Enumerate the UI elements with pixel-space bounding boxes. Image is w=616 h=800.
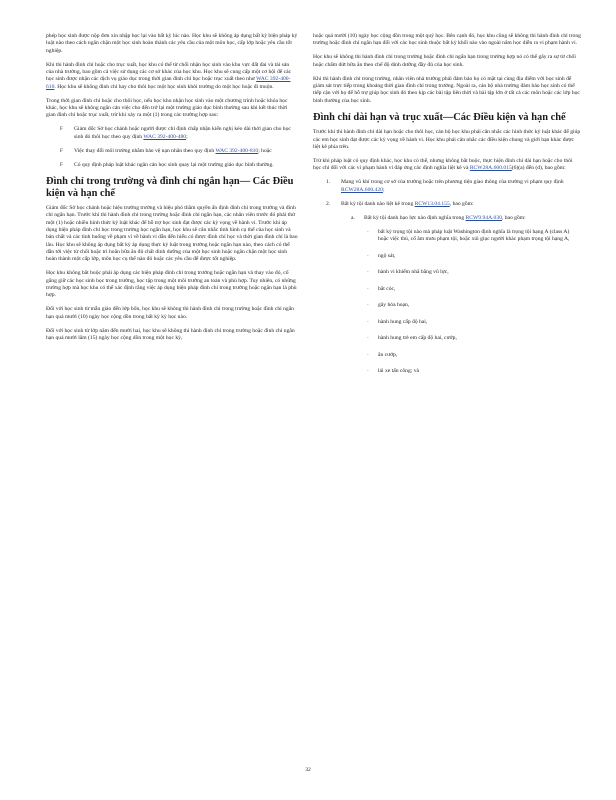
paragraph-text: Trừ khi pháp luật có quy định khác, học khu có thể, nhưng không bắt buộc, thực hiện đình chỉ dài hạn hoặc cho thôi học chỉ đối với các vi phạm hành vi đáp ứng các định nghĩa liệt kê và [313, 158, 573, 172]
sub-bullet-marker: · [367, 351, 369, 358]
item-text: Mang vũ khí trong cơ sở của trường hoặc trên phương tiện giao thông của trường vi phạm quy định [341, 179, 564, 186]
sub-item-text: ngộ sát, [378, 252, 396, 259]
paragraph: Trong thời gian đình chỉ hoặc cho thôi học, nếu học khu nhận học sinh vào một chương trình hoặc khóa học khác, học khu sẽ không ngăn cản việc cho đến trở lại một trường giáo dục bình thường sau khi kết thúc thời gian đình chỉ hoặc trục xuất, trừ khi xảy ra một (1) trong các trường hợp sau: [46, 97, 288, 119]
sub-list-item [313, 335, 581, 342]
sub-item-text: hành vi khiếm nhã bằng vũ lực, [378, 269, 449, 276]
right-column [313, 33, 581, 385]
paragraph: Giám đốc Sở học chánh hoặc hiệu trưởng trường và hiệu phó thầm quyền ấn định đình chỉ trong trường và đình chỉ ngắn hạn. Trước khi thi hành đình chỉ trong trường hoặc đình chỉ ngắn hạn, các nhân viên trước đó phải thử một (1) hoặc nhiều hình thức kỷ luật khác để hỗ trợ học sinh đạt được các kỳ vọng về hành vi. Trước khi áp dụng biện pháp đình chỉ học trong trường học ngắn hạn, học khu sẽ cân nhắc tình hình cụ thể của học sinh và bản chất và các tình huống về phạm vi về hành vi dẫn đến hiểu có được đình chỉ học và thời gian đình chỉ là bao lâu. Học khu sẽ không áp dụng bất kỳ áp dụng thực kỷ luật trong trường hoặc ngắn hạn nào, theo cách có thể dẫn tới việc từ chối hoặc trì hoãn bữa ăn đủ chất dinh dưỡng của một học sinh hoặc ngăn chặn một học sinh hoàn thành một cấp lớp, môn học cụ thể nào đó hoặc các yêu cầu để được tốt nghiệp. [46, 205, 298, 263]
sub-item-text: hành hung cấp độ hai, [378, 318, 428, 325]
paragraph [313, 33, 581, 48]
paragraph: Trước khi thi hành đình chỉ dài hạn hoặc cho thôi học, cán bộ học khu phải cân nhắc các hình thức kỷ luật khác để giúp các em học sinh đạt được các kỳ vọng về hành vi. Học khu phải cân nhắc các điều kiện chung và giới hạn khác được liệt kê phía trên. [313, 129, 581, 150]
left-column [46, 33, 298, 349]
bullet-text: Có quy định pháp luật khác ngăn cản học sinh quay lại một trường giáo dục bình thường. [74, 161, 274, 168]
bullet-text: ; [186, 133, 188, 140]
rcw-link[interactable]: RCW9.94A.030 [465, 214, 502, 221]
paragraph-text: . Học khu sẽ không đình chỉ hay cho thôi học một học sinh khỏi trường do một học hoặc đi muộn. [54, 83, 274, 90]
paragraph: Học khu sẽ không thi hành đình chỉ trong trường hoặc đình chỉ ngắn hạn trong trường hợp nó có thể gây ra sự từ chối hoặc chấm dứt bữa ăn theo chế độ dinh dưỡng đầy đủ của học sinh. [313, 54, 576, 68]
sub-list-item [313, 286, 581, 293]
sub-bullet-marker: · [367, 318, 369, 325]
sub-list-item [313, 253, 581, 260]
bullet-text: Giám đốc Sở học chánh hoặc người được chỉ định chấp nhận kiến nghị kéo dài thời gian cho học sinh đó thôi học theo quy định [74, 126, 291, 140]
sub-bullet-marker: · [367, 229, 369, 236]
number-marker: 1. [326, 179, 331, 186]
sub-list-item [313, 302, 581, 309]
number-marker: 2. [326, 200, 331, 207]
sub-list-item [313, 229, 581, 244]
bullet-item [46, 162, 298, 169]
sub-list-item [313, 269, 581, 276]
rcw-link[interactable]: RCW28A.600.420 [341, 186, 383, 193]
bullet-item [46, 148, 298, 155]
bullet-marker: F [60, 127, 63, 133]
bullet-item [46, 126, 298, 141]
sub-item-text: lái xe tấn công; và [378, 368, 420, 375]
rcw-link[interactable]: RCW28A.600.015 [469, 165, 512, 172]
page-number: 32 [305, 767, 311, 773]
sub-item-text: hành hung trẻ em cấp độ hai, cướp, [378, 335, 457, 342]
sub-item-text: gây hỏa hoạn, [378, 302, 410, 309]
bullet-text: Việc thay đổi môi trường nhằm bảo vệ nạn nhân theo quy định [74, 147, 215, 154]
sub-bullet-marker: · [367, 368, 369, 375]
wac-link[interactable]: WAC 392-400-810 [215, 147, 259, 154]
sub-item-text: bắt cóc, [378, 285, 396, 292]
item-text: , bao gồm: [501, 214, 526, 221]
lettered-item [313, 215, 581, 222]
paragraph [313, 158, 581, 173]
rcw-link[interactable]: RCW13.04.155 [414, 200, 450, 207]
sub-list-item [313, 352, 581, 359]
numbered-item [313, 179, 581, 194]
sub-list-item [313, 319, 581, 326]
paragraph: Học khu không bắt buộc phải áp dụng các biện pháp đình chỉ trong trường hoặc ngắn hạn và thay vào đó, cố gắng giữ các học sinh học trong trường, học tập trong một môi trường an toàn và phù hợp. Tuy nhiên, có những trường hợp mà học khu có thể xác định rằng việc áp dụng biện pháp đình chỉ trong trường hoặc ngắn hạn là phù hợp. [46, 270, 297, 299]
bullet-marker: F [60, 162, 63, 168]
section-heading: Đình chỉ trong trường và đình chỉ ngắn hạn— Các Điều kiện và hạn chế [46, 175, 294, 199]
paragraph: Khi thi hành đình chỉ trong trường, nhân viên nhà trường phải đảm bảo họ có mặt tại cùng địa điểm với học sinh để giám sát trực tiếp trong khoảng thời gian đình chỉ trong trường. Ngoài ra, cán bộ nhà trường đảm bảo học sinh có thể tiếp cận với họ để hỗ trợ giúp học sinh đó theo kịp các bài tập liên thời và bài tập lớn ở tất cả các môn hoặc các lớp học bình thường của học sinh. [313, 75, 580, 104]
paragraph-text: Khi thi hành đình chỉ hoặc cho trục xuất, học khu có thể từ chối nhận học sinh vào khu vực đất đai và tài sản của nhà trường, bao gồm cả việc sử dụng các cơ sở khác của học khu. Học khu sẽ cung cấp một cơ hội để các học sinh được nhận các dịch vụ giáo dục trong thời gian đình chỉ học hoặc trục xuất theo như [46, 61, 292, 83]
bullet-marker: F [60, 148, 63, 154]
item-text: ; [382, 186, 385, 193]
paragraph-text: (6)(a) đến (d), bao gồm: [511, 165, 566, 172]
paragraph: Đối với học sinh từ lớp năm đến mười hai, học khu sẽ không thi hành đình chỉ trong trường hoặc đình chỉ ngắn hạn quá mười lăm (15) ngày học cộng dồn trong một học kỳ, [46, 327, 295, 341]
sub-item-text: ăn cướp, [378, 351, 398, 358]
wac-link[interactable]: WAC 392-400-480 [143, 133, 187, 140]
letter-marker: a. [351, 214, 355, 221]
sub-bullet-marker: · [367, 302, 369, 309]
paragraph: phép học sinh được nộp đơn xin nhập học lại vào bất kỳ lúc nào. Học khu sẽ không áp dụng bất kỳ biện pháp kỷ luật nào theo cách ngăn chặn một học sinh hoàn thành các yêu cầu của một môn học, cấp lớp hoặc yêu cầu tốt nghiệp. [46, 33, 298, 54]
sub-list-item [313, 368, 581, 375]
paragraph: Đối với học sinh từ mẫu giáo đến lớp bốn, học khu sẽ không thi hành đình chỉ trong trường hoặc đình chỉ ngắn hạn quá mười (10) ngày học cộng dồn trong bất kỳ kỳ học nào. [46, 306, 294, 320]
item-text: Bất kỳ tội danh nào liệt kê trong [341, 200, 414, 207]
sub-bullet-marker: · [367, 335, 369, 342]
item-text: , bao gồm: [449, 200, 474, 207]
sub-bullet-marker: · [367, 269, 369, 276]
paragraph-text: phạm hành vi. [543, 40, 578, 47]
paragraph [46, 62, 298, 91]
numbered-item [313, 201, 581, 208]
sub-bullet-marker: · [367, 285, 369, 292]
sub-bullet-marker: · [367, 252, 369, 259]
wac-link[interactable]: WAC 392-400-610 [46, 76, 291, 90]
paragraph-text: hoặc quá mười (10) ngày học cộng dồn trong một quý học. Bên cạnh đó, học khu cũng sẽ không thi hành đình chỉ trong trường hoặc đình chỉ ngắn hạn đối với các học sinh thuộc bất kỳ khối nào vào ngoài năm học diễn ra vi [313, 33, 581, 47]
sub-item-text: bất kỳ trọng tội nào mà pháp luật Washington định nghĩa là trọng tội hạng A (class A) hoặc việc thú, cố âm mưu phạm tội, hoặc xúi giục người khác phạm trọng tội hạng A, [378, 229, 570, 243]
item-text: Bất kỳ tội danh bạo lực nào định nghĩa trong [364, 214, 465, 221]
section-heading: Đình chỉ dài hạn và trục xuất—Các Điều kiện và hạn chế [313, 111, 566, 123]
bullet-text: ; hoặc [258, 147, 272, 154]
